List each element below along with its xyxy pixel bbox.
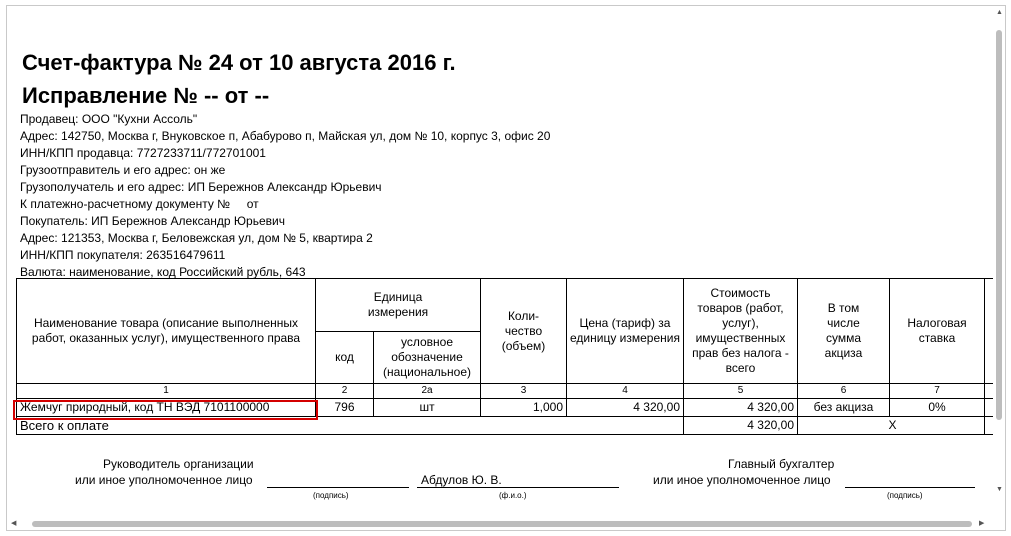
head-fio-caption: (ф.и.о.)	[499, 491, 527, 500]
item-code: 796	[316, 399, 374, 417]
buyer-line: Покупатель: ИП Бережнов Александр Юрьевич	[20, 214, 285, 228]
seller-line: Продавец: ООО "Кухни Ассоль"	[20, 112, 198, 126]
head-title-line2: или иное уполномоченное лицо	[75, 473, 253, 487]
item-qty: 1,000	[481, 399, 567, 417]
accountant-title-line1: Главный бухгалтер	[728, 457, 835, 471]
scroll-down-arrow-icon[interactable]: ▼	[996, 486, 1003, 493]
item-tax-rate: 0%	[890, 399, 985, 417]
header-cost: Стоимость товаров (работ, услуг), имущественных прав без налога - всего	[684, 279, 798, 384]
row-cut-off	[985, 399, 993, 417]
col-number: 2а	[374, 384, 481, 399]
header-qty: Коли-чество (объем)	[481, 279, 567, 384]
invoice-page	[7, 6, 995, 520]
header-price: Цена (тариф) за единицу измерения	[567, 279, 684, 384]
consignee-line: Грузополучатель и его адрес: ИП Бережнов Александр Юрьевич	[20, 180, 382, 194]
vertical-scroll-thumb[interactable]	[996, 30, 1002, 420]
total-cost: 4 320,00	[684, 417, 798, 435]
highlight-box	[13, 400, 318, 420]
header-unit: Единица измерения	[316, 279, 481, 332]
col-number: 4	[567, 384, 684, 399]
col-number: 7	[890, 384, 985, 399]
header-unit-symbol: условное обозначение (национальное)	[374, 332, 481, 384]
scroll-right-arrow-icon[interactable]: ▶	[979, 520, 985, 527]
head-signature-caption: (подпись)	[313, 491, 349, 500]
shipper-line: Грузоотправитель и его адрес: он же	[20, 163, 226, 177]
buyer-inn-line: ИНН/КПП покупателя: 263516479611	[20, 248, 226, 262]
head-name-line	[417, 487, 619, 488]
seller-inn-line: ИНН/КПП продавца: 7727233711/772701001	[20, 146, 266, 160]
invoice-details	[20, 111, 550, 281]
head-name: Абдулов Ю. В.	[421, 473, 502, 487]
document-viewer	[6, 5, 1006, 531]
accountant-title-line2: или иное уполномоченное лицо	[653, 473, 831, 487]
total-label: Всего к оплате	[17, 417, 684, 435]
payment-doc-line: К платежно-расчетному документу № от	[20, 197, 259, 211]
vertical-scrollbar[interactable]	[993, 6, 1005, 520]
horizontal-scroll-thumb[interactable]	[32, 521, 972, 527]
header-name: Наименование товара (описание выполненных работ, оказанных услуг), имущественного права	[17, 279, 316, 384]
item-unit: шт	[374, 399, 481, 417]
currency-line: Валюта: наименование, код Российский рубль, 643	[20, 265, 306, 279]
total-cut-off	[985, 417, 993, 435]
col-number: 5	[684, 384, 798, 399]
header-unit-code: код	[316, 332, 374, 384]
col-number-cut-off	[985, 384, 993, 399]
seller-address-line: Адрес: 142750, Москва г, Внуковское п, Абабурово п, Майская ул, дом № 10, корпус 3, офис 20	[20, 129, 551, 143]
col-number: 1	[17, 384, 316, 399]
total-x: X	[798, 417, 985, 435]
buyer-address-line: Адрес: 121353, Москва г, Беловежская ул, дом № 5, квартира 2	[20, 231, 373, 245]
item-excise: без акциза	[798, 399, 890, 417]
col-number: 6	[798, 384, 890, 399]
item-price: 4 320,00	[567, 399, 684, 417]
item-cost: 4 320,00	[684, 399, 798, 417]
accountant-signature-line	[845, 487, 975, 488]
horizontal-scrollbar[interactable]	[7, 518, 1006, 530]
header-cut-off	[985, 279, 993, 384]
invoice-title: Счет-фактура № 24 от 10 августа 2016 г.	[22, 50, 456, 75]
scroll-up-arrow-icon[interactable]: ▲	[996, 9, 1003, 16]
head-title-line1: Руководитель организации	[103, 457, 254, 471]
head-signature-line	[267, 487, 409, 488]
item-name: Жемчуг природный, код ТН ВЭД 7101100000	[17, 399, 316, 417]
header-tax-rate: Налоговая ставка	[890, 279, 985, 384]
scroll-left-arrow-icon[interactable]: ◀	[11, 520, 17, 527]
correction-title: Исправление № -- от --	[22, 83, 270, 108]
col-number: 2	[316, 384, 374, 399]
col-number: 3	[481, 384, 567, 399]
header-excise: В том числе сумма акциза	[798, 279, 890, 384]
accountant-signature-caption: (подпись)	[887, 491, 923, 500]
